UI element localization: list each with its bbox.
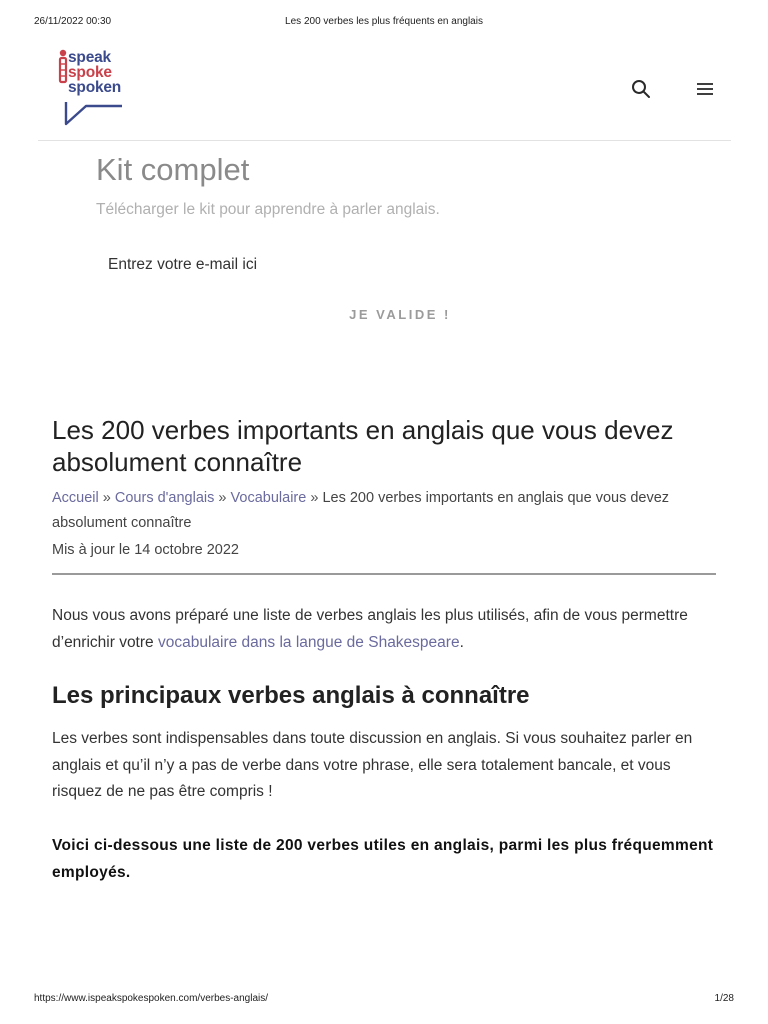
page-number: 1/28 [714,993,734,1004]
breadcrumb-separator: » [218,490,227,506]
breadcrumb-current: Les 200 verbes importants en anglais que vous devez absolument connaître [52,490,670,531]
breadcrumb-link-cours[interactable]: Cours d'anglais [114,490,215,506]
breadcrumb [52,486,692,536]
print-date: 26/11/2022 00:30 [34,16,112,27]
breadcrumb-separator: » [102,490,111,506]
intro-paragraph [52,602,716,656]
site-header [38,40,731,141]
vocabulary-link[interactable]: vocabulaire dans la langue de Shakespeare [157,634,460,651]
verbs-list-intro: Voici ci-dessous une liste de 200 verbes utiles en anglais, parmi les plus fréquemment employés. [52,837,714,881]
breadcrumb-separator: » [310,490,319,506]
logo-word-speak: speak [68,49,111,66]
article-title: Les 200 verbes importants en anglais que vous devez absolument connaître [52,415,674,477]
intro-text: Nous vous avons préparé une liste de verbes anglais les plus utilisés, afin de vous permettre d’enrichir votre [52,607,688,651]
print-url: https://www.ispeakspokespoken.com/verbes-anglais/ [34,993,269,1004]
menu-button[interactable] [694,78,716,100]
breadcrumb-link-accueil[interactable]: Accueil [52,490,99,506]
site-logo[interactable] [58,48,138,128]
logo-wordmark [68,50,121,95]
section-paragraph: Les verbes sont indispensables dans toute discussion en anglais. Si vous souhaitez parler en anglais et qu’il n’y a pas de verbe dans votre phrase, elle sera totalement bancale, et vous risquez de ne pas être compris ! [52,730,693,800]
updated-date: Mis à jour le 14 octobre 2022 [52,542,239,558]
divider [52,573,716,575]
hamburger-menu-icon [694,78,716,100]
print-header [0,16,768,30]
breadcrumb-link-vocabulaire[interactable]: Vocabulaire [230,490,307,506]
logo-word-spoken: spoken [68,79,122,96]
submit-button[interactable]: JE VALIDE ! [340,304,460,324]
print-footer [0,993,768,1007]
email-input[interactable] [108,254,668,276]
search-icon [630,78,652,100]
section-heading: Les principaux verbes anglais à connaître [52,682,530,709]
intro-end: . [459,634,464,651]
print-document-title: Les 200 verbes les plus fréquents en anglais [285,16,483,27]
search-button[interactable] [630,78,652,100]
logo-word-spoke: spoke [68,64,112,81]
kit-title: Kit complet [96,152,250,187]
kit-subtitle: Télécharger le kit pour apprendre à parler anglais. [96,201,440,218]
